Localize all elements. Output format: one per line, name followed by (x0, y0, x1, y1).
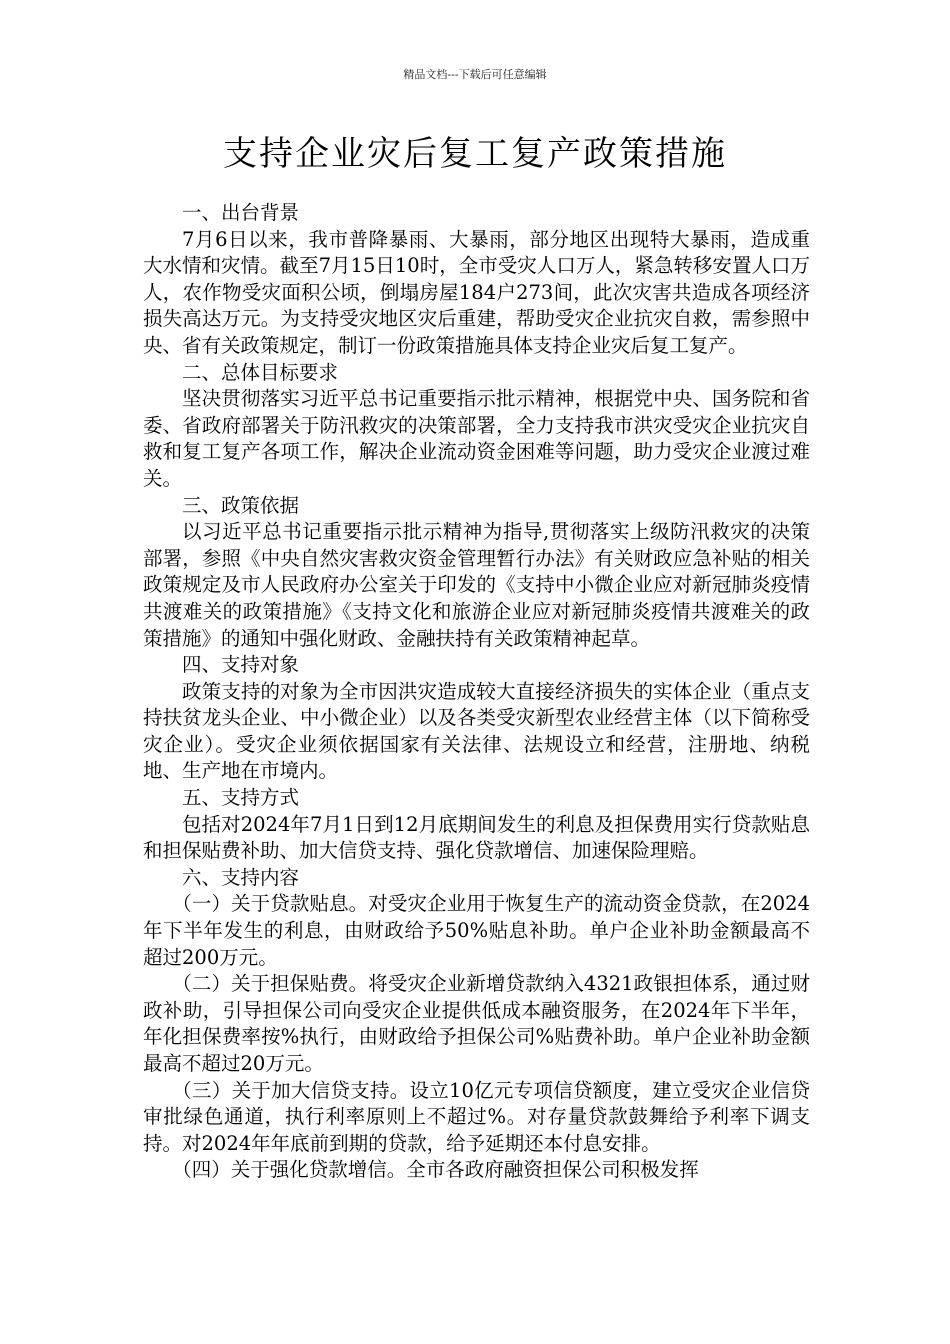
support-item: （一）关于贷款贴息。对受灾企业用于恢复生产的流动资金贷款，在2024年下半年发生的利息，由财政给予50%贴息补助。单户企业补助金额最高不超过200万元。 (143, 892, 810, 969)
section-paragraph: 以习近平总书记重要指示批示精神为指导,贯彻落实上级防汛救灾的决策部署，参照《中央自然灾害救灾资金管理暂行办法》有关财政应急补贴的相关政策规定及市人民政府办公室关于印发的《支持中小微企业应对新冠肺炎疫情共渡难关的政策措施》《支持文化和旅游企业应对新冠肺炎疫情共渡难关的政策措施》的通知中强化财政、金融扶持有关政策精神起草。 (143, 520, 810, 650)
support-item: （二）关于担保贴费。将受灾企业新增贷款纳入4321政银担体系，通过财政补助，引导担保公司向受灾企业提供低成本融资服务，在2024年下半年，年化担保费率按%执行，由财政给予担保公司%贴费补助。单户企业补助金额最高不超过20万元。 (143, 972, 810, 1075)
section-heading: 五、支持方式 (182, 786, 300, 810)
support-item: （四）关于强化贷款增信。全市各政府融资担保公司积极发挥 (172, 1158, 699, 1182)
section-heading: 四、支持对象 (182, 653, 300, 677)
page-header: 精品文档---下载后可任意编辑 (403, 68, 547, 81)
document-body (143, 200, 810, 1184)
section-heading: 一、出台背景 (182, 201, 300, 224)
section-heading: 六、支持内容 (182, 865, 300, 889)
section-heading: 二、总体目标要求 (182, 360, 339, 384)
section-paragraph: 政策支持的对象为全市因洪灾造成较大直接经济损失的实体企业（重点支持扶贫龙头企业、中小微企业）以及各类受灾新型农业经营主体（以下简称受灾企业）。受灾企业须依据国家有关法律、法规设立和经营，注册地、纳税地、生产地在市境内。 (143, 679, 810, 783)
document-title: 支持企业灾后复工复产政策措施 (223, 134, 727, 174)
section-heading: 三、政策依据 (182, 493, 300, 517)
support-item: （三）关于加大信贷支持。设立10亿元专项信贷额度，建立受灾企业信贷审批绿色通道，执行利率原则上不超过%。对存量贷款鼓舞给予利率下调支持。对2024年年底前到期的贷款，给予延期还本付息安排。 (143, 1078, 810, 1155)
section-paragraph: 包括对2024年7月1日到12月底期间发生的利息及担保费用实行贷款贴息和担保贴费补助、加大信贷支持、强化贷款增信、加速保险理赔。 (143, 812, 810, 863)
section-paragraph: 7月6日以来，我市普降暴雨、大暴雨，部分地区出现特大暴雨，造成重大水情和灾情。截至7月15日10时，全市受灾人口万人，紧急转移安置人口万人，农作物受灾面积公顷，倒塌房屋184户273间，此次灾害共造成各项经济损失高达万元。为支持受灾地区灾后重建，帮助受灾企业抗灾自救，需参照中央、省有关政策规定，制订一份政策措施具体支持企业灾后复工复产。 (143, 227, 810, 357)
section-paragraph: 坚决贯彻落实习近平总书记重要指示批示精神，根据党中央、国务院和省委、省政府部署关于防汛救灾的决策部署，全力支持我市洪灾受灾企业抗灾自救和复工复产各项工作，解决企业流动资金困难等问题，助力受灾企业渡过难关。 (143, 387, 810, 490)
